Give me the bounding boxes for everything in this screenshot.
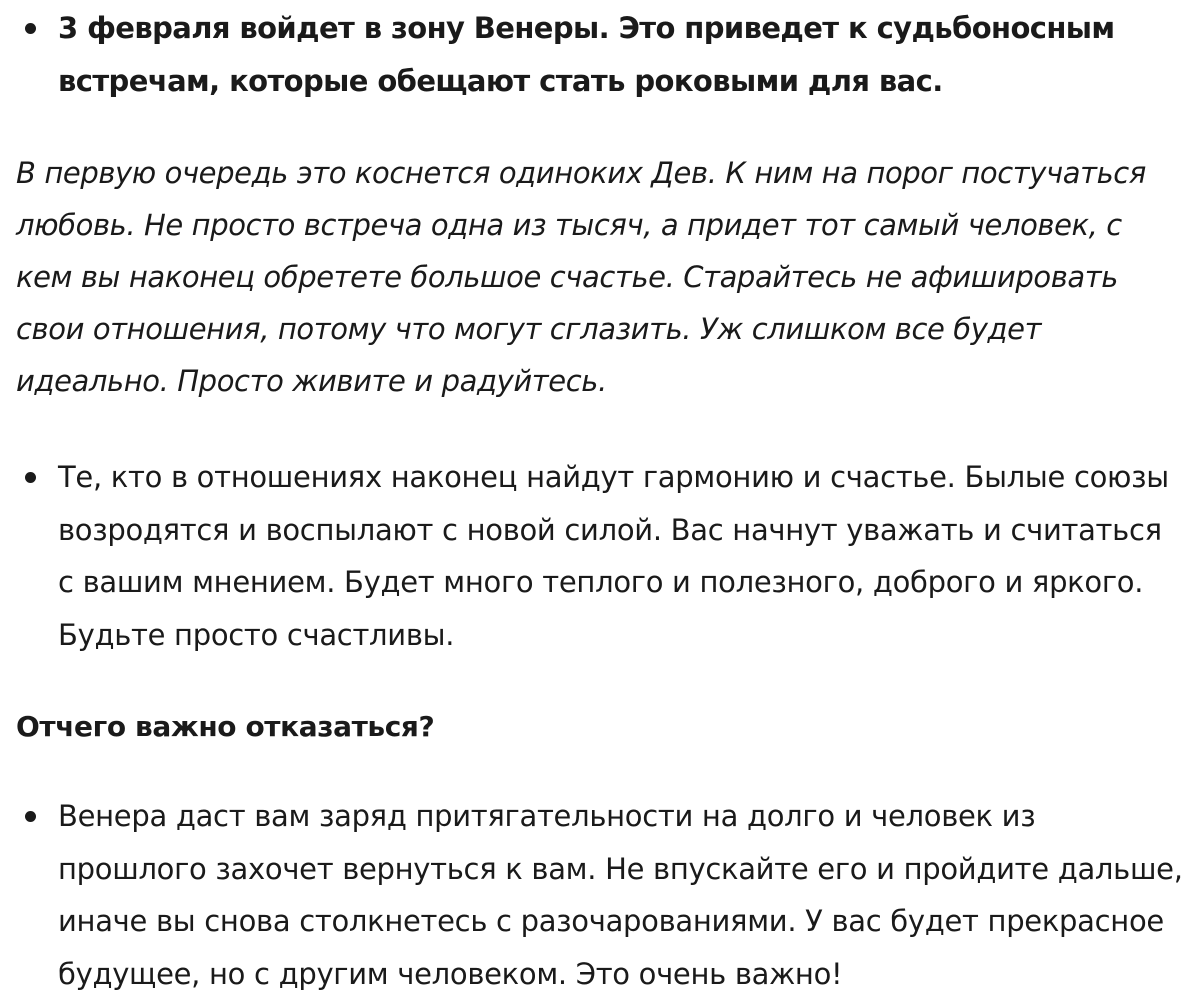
list-item <box>16 2 1186 107</box>
bullet-list-what-to-refuse <box>16 790 1186 1000</box>
bullet-list-relationships <box>16 451 1186 661</box>
bullet-text-relationships: Те, кто в отношениях наконец найдут гармонию и счастье. Былые союзы возродятся и воспылают с новой силой. Вас начнут уважать и считаться с вашим мнением. Будет много теплого и полезного, доброго и яркого. Будьте просто счастливы. <box>58 460 1169 652</box>
bullet-text-venus-zone: 3 февраля войдет в зону Венеры. Это приведет к судьбоносным встречам, которые обещают стать роковыми для вас. <box>58 11 1115 98</box>
bullet-list-venus-zone <box>16 2 1186 107</box>
italic-paragraph-single-virgos: В первую очередь это коснется одиноких Дев. К ним на порог постучаться любовь. Не просто встреча одна из тысяч, а придет тот самый человек, с кем вы наконец обретете большое счастье. Старайтесь не афишировать свои отношения, потому что могут сглазить. Уж слишком все будет идеально. Просто живите и радуйтесь. <box>16 156 1146 398</box>
bullet-dot-icon <box>25 472 36 483</box>
bullet-dot-icon <box>25 23 36 34</box>
list-item <box>16 790 1186 1000</box>
section-subheading: Отчего важно отказаться? <box>16 710 435 743</box>
article-body <box>0 2 1200 995</box>
list-item <box>16 451 1186 661</box>
bullet-dot-icon <box>25 811 36 822</box>
bullet-text-what-to-refuse: Венера даст вам заряд притягательности на долго и человек из прошлого захочет вернуться к вам. Не впускайте его и пройдите дальше, иначе вы снова столкнетесь с разочарованиями. У вас будет прекрасное будущее, но с другим человеком. Это очень важно! <box>58 799 1183 991</box>
